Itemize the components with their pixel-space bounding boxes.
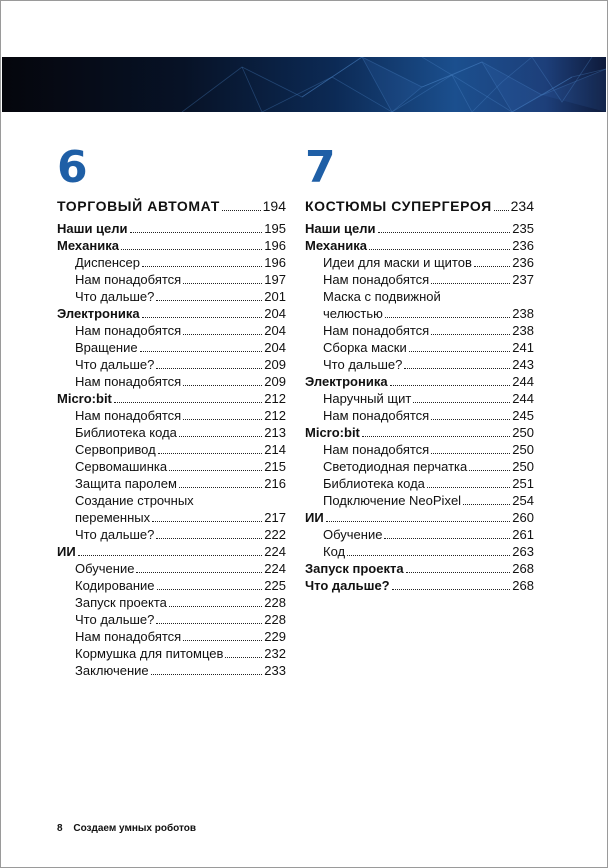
toc-entry-page: 215 [264, 459, 286, 474]
toc-entry-page: 214 [264, 442, 286, 457]
toc-entry-line [305, 560, 534, 577]
dot-leader [392, 589, 511, 590]
toc-section-entry[interactable] [305, 560, 534, 577]
toc-subsection-entry[interactable] [305, 475, 534, 492]
toc-entry-label: Micro:bit [57, 391, 112, 406]
toc-entry-page: 229 [264, 629, 286, 644]
toc-entry-label: ИИ [57, 544, 76, 559]
toc-entry-label: Обучение [323, 527, 383, 542]
toc-section-entry[interactable] [57, 305, 286, 322]
toc-entry-line [305, 196, 534, 216]
toc-entry-line [305, 577, 534, 594]
dot-leader [183, 385, 262, 386]
chapter-number-6: 6 [57, 142, 89, 193]
dot-leader [494, 210, 509, 211]
toc-entry-line [75, 254, 286, 271]
toc-entry-label: переменных [75, 510, 151, 525]
toc-entry-label: Наручный щит [323, 391, 412, 406]
toc-entry-label: Сервомашинка [75, 459, 168, 474]
toc-entry-label: Электроника [57, 306, 140, 321]
toc-subsection-entry[interactable] [305, 458, 534, 475]
dot-leader [169, 470, 262, 471]
toc-entry-label-line1: Создание строчных [75, 493, 194, 508]
toc-column-chapter-6 [57, 196, 286, 679]
toc-entry-line [323, 305, 534, 322]
toc-entry-line [323, 271, 534, 288]
toc-entry-label: Micro:bit [305, 425, 360, 440]
toc-subsection-entry[interactable] [57, 441, 286, 458]
dot-leader [183, 283, 262, 284]
dot-leader [156, 368, 262, 369]
dot-leader [369, 249, 510, 250]
toc-entry-label: Что дальше? [305, 578, 390, 593]
chapter-title-row[interactable] [57, 196, 286, 216]
toc-entry-page: 241 [512, 340, 534, 355]
toc-entry-page: 236 [512, 255, 534, 270]
footer-page-number: 8 [57, 823, 63, 834]
header-banner [2, 57, 606, 112]
toc-subsection-entry[interactable] [305, 288, 534, 322]
dot-leader [347, 555, 510, 556]
toc-entry-label: Библиотека кода [323, 476, 425, 491]
toc-section-entry[interactable] [305, 220, 534, 237]
toc-entry-line [75, 628, 286, 645]
toc-subsection-entry[interactable] [305, 254, 534, 271]
toc-entry-line [75, 441, 286, 458]
toc-entry-page: 213 [264, 425, 286, 440]
toc-entry-label: Светодиодная перчатка [323, 459, 468, 474]
toc-entry-page: 244 [512, 374, 534, 389]
toc-entry-label: КОСТЮМЫ СУПЕРГЕРОЯ [305, 198, 492, 214]
toc-entry-line [305, 237, 534, 254]
toc-subsection-entry[interactable] [305, 407, 534, 424]
toc-entry-label: Заключение [75, 663, 149, 678]
toc-entry-page: 194 [262, 198, 286, 214]
toc-entry-page: 250 [512, 459, 534, 474]
toc-subsection-entry[interactable] [57, 373, 286, 390]
toc-section-entry[interactable] [57, 220, 286, 237]
footer-book-title: Создаем умных роботов [73, 823, 197, 834]
toc-section-entry[interactable] [57, 237, 286, 254]
toc-subsection-entry[interactable] [57, 492, 286, 526]
toc-entry-line [323, 339, 534, 356]
toc-entry-page: 254 [512, 493, 534, 508]
toc-entry-line [57, 196, 286, 216]
toc-entry-line [75, 594, 286, 611]
toc-subsection-entry[interactable] [57, 288, 286, 305]
toc-entry-line [305, 424, 534, 441]
dot-leader [179, 436, 262, 437]
toc-subsection-entry[interactable] [305, 543, 534, 560]
toc-entry-label: Что дальше? [75, 612, 155, 627]
banner-polygon-pattern [2, 57, 606, 112]
dot-leader [431, 453, 510, 454]
toc-entry-label: Нам понадобятся [323, 323, 430, 338]
dot-leader [404, 368, 510, 369]
toc-entry-line [75, 424, 286, 441]
toc-subsection-entry[interactable] [57, 475, 286, 492]
toc-entry-line [323, 492, 534, 509]
toc-entry-label: Что дальше? [75, 289, 155, 304]
page-footer [57, 823, 196, 834]
toc-subsection-entry[interactable] [57, 458, 286, 475]
toc-entry-label: Диспенсер [75, 255, 140, 270]
toc-subsection-entry[interactable] [57, 424, 286, 441]
toc-entry-line [75, 526, 286, 543]
toc-entry-line [57, 220, 286, 237]
dot-leader [378, 232, 511, 233]
toc-entry-label: ИИ [305, 510, 324, 525]
toc-entry-page: 216 [264, 476, 286, 491]
toc-entry-page: 236 [512, 238, 534, 253]
toc-entry-line [75, 322, 286, 339]
dot-leader [151, 674, 263, 675]
toc-entry-label: Нам понадобятся [323, 408, 430, 423]
dot-leader [469, 470, 510, 471]
toc-subsection-entry[interactable] [57, 645, 286, 662]
toc-entry-page: 212 [264, 391, 286, 406]
toc-subsection-entry[interactable] [57, 339, 286, 356]
toc-entry-label: Что дальше? [75, 527, 155, 542]
toc-entry-page: 204 [264, 340, 286, 355]
toc-subsection-entry[interactable] [57, 254, 286, 271]
chapter-title-row[interactable] [305, 196, 534, 216]
toc-entry-line [305, 509, 534, 526]
toc-entry-page: 268 [512, 578, 534, 593]
toc-entry-label: Механика [57, 238, 119, 253]
toc-entry-line [75, 373, 286, 390]
toc-entry-line [75, 611, 286, 628]
toc-entry-page: 209 [264, 357, 286, 372]
dot-leader [142, 266, 262, 267]
dot-leader [431, 283, 510, 284]
toc-entry-label: Запуск проекта [305, 561, 404, 576]
dot-leader [114, 402, 262, 403]
toc-subsection-entry[interactable] [305, 356, 534, 373]
toc-entry-page: 268 [512, 561, 534, 576]
dot-leader [156, 538, 262, 539]
toc-entry-page: 250 [512, 425, 534, 440]
toc-entry-label: Защита паролем [75, 476, 177, 491]
toc-subsection-entry[interactable] [57, 407, 286, 424]
toc-subsection-entry[interactable] [57, 271, 286, 288]
toc-subsection-entry[interactable] [57, 594, 286, 611]
toc-entry-line [323, 543, 534, 560]
dot-leader [78, 555, 263, 556]
chapter-number-7: 7 [305, 142, 337, 193]
dot-leader [183, 419, 262, 420]
toc-subsection-entry[interactable] [305, 526, 534, 543]
toc-subsection-entry[interactable] [57, 662, 286, 679]
toc-entry-label: Вращение [75, 340, 138, 355]
dot-leader [413, 402, 510, 403]
toc-entry-page: 251 [512, 476, 534, 491]
dot-leader [431, 419, 510, 420]
toc-entry-label: Наши цели [57, 221, 128, 236]
toc-entry-page: 245 [512, 408, 534, 423]
toc-entry-page: 196 [264, 238, 286, 253]
toc-entry-line [323, 390, 534, 407]
toc-entry-line [75, 271, 286, 288]
toc-entry-line [323, 475, 534, 492]
dot-leader [406, 572, 511, 573]
toc-entry-label: Наши цели [305, 221, 376, 236]
toc-entry-label: Код [323, 544, 346, 559]
toc-entry-line [75, 458, 286, 475]
toc-entry-line [323, 526, 534, 543]
toc-entry-label: Механика [305, 238, 367, 253]
toc-entry-line [75, 288, 286, 305]
toc-section-entry[interactable] [57, 390, 286, 407]
toc-entry-line [75, 662, 286, 679]
toc-entry-label: ТОРГОВЫЙ АВТОМАТ [57, 198, 220, 214]
toc-entry-line [57, 390, 286, 407]
toc-section-entry[interactable] [305, 424, 534, 441]
toc-entry-page: 228 [264, 612, 286, 627]
toc-section-entry[interactable] [305, 509, 534, 526]
toc-entry-line [75, 509, 286, 526]
toc-entry-label: Электроника [305, 374, 388, 389]
toc-entry-label: Сборка маски [323, 340, 407, 355]
toc-entry-label: Что дальше? [75, 357, 155, 372]
toc-entry-label: Библиотека кода [75, 425, 177, 440]
toc-entry-page: 243 [512, 357, 534, 372]
dot-leader [152, 521, 262, 522]
toc-entry-label: Кормушка для питомцев [75, 646, 224, 661]
toc-subsection-entry[interactable] [305, 441, 534, 458]
dot-leader [158, 453, 263, 454]
toc-entry-page: 244 [512, 391, 534, 406]
toc-section-entry[interactable] [57, 543, 286, 560]
toc-entry-page: 250 [512, 442, 534, 457]
toc-subsection-entry[interactable] [305, 339, 534, 356]
toc-entry-line [323, 407, 534, 424]
dot-leader [142, 317, 263, 318]
toc-subsection-entry[interactable] [57, 322, 286, 339]
toc-subsection-entry[interactable] [57, 356, 286, 373]
toc-entry-page: 196 [264, 255, 286, 270]
dot-leader [463, 504, 510, 505]
toc-entry-label: Нам понадобятся [323, 442, 430, 457]
toc-entry-page: 235 [512, 221, 534, 236]
dot-leader [431, 334, 510, 335]
toc-section-entry[interactable] [305, 577, 534, 594]
dot-leader [136, 572, 262, 573]
toc-entry-page: 197 [264, 272, 286, 287]
toc-entry-page: 204 [264, 323, 286, 338]
toc-entry-line [75, 339, 286, 356]
toc-entry-label-line1: Маска с подвижной [323, 289, 441, 304]
toc-entry-line [57, 543, 286, 560]
toc-section-entry[interactable] [305, 373, 534, 390]
dot-leader [362, 436, 510, 437]
toc-subsection-entry[interactable] [57, 611, 286, 628]
toc-entry-page: 237 [512, 272, 534, 287]
toc-entry-line [323, 441, 534, 458]
toc-entry-line [305, 373, 534, 390]
toc-subsection-entry[interactable] [305, 322, 534, 339]
toc-entry-label: Сервопривод [75, 442, 156, 457]
dot-leader [222, 210, 261, 211]
toc-entry-page: 217 [264, 510, 286, 525]
toc-entry-label: Идеи для маски и щитов [323, 255, 472, 270]
toc-section-entry[interactable] [305, 237, 534, 254]
toc-entry-label: Что дальше? [323, 357, 403, 372]
dot-leader [130, 232, 263, 233]
toc-entry-page: 238 [512, 306, 534, 321]
toc-entry-label: челюстью [323, 306, 383, 321]
toc-subsection-entry[interactable] [57, 526, 286, 543]
toc-entry-line [323, 356, 534, 373]
dot-leader [169, 606, 262, 607]
dot-leader [326, 521, 511, 522]
toc-subsection-entry[interactable] [305, 271, 534, 288]
toc-entry-line [75, 645, 286, 662]
dot-leader [156, 300, 262, 301]
toc-entry-page: 201 [264, 289, 286, 304]
toc-entry-page: 233 [264, 663, 286, 678]
dot-leader [427, 487, 510, 488]
toc-entry-line [75, 560, 286, 577]
toc-entry-page: 224 [264, 561, 286, 576]
toc-entry-line [323, 254, 534, 271]
toc-entry-line [323, 322, 534, 339]
dot-leader [157, 589, 263, 590]
dot-leader [390, 385, 511, 386]
toc-entry-line [57, 237, 286, 254]
toc-subsection-entry[interactable] [57, 577, 286, 594]
toc-entry-page: 224 [264, 544, 286, 559]
toc-entry-page: 212 [264, 408, 286, 423]
toc-entry-label: Запуск проекта [75, 595, 167, 610]
toc-entry-line [75, 356, 286, 373]
toc-subsection-entry[interactable] [57, 628, 286, 645]
toc-entry-label: Кодирование [75, 578, 155, 593]
toc-entry-page: 195 [264, 221, 286, 236]
dot-leader [474, 266, 510, 267]
toc-entry-label: Нам понадобятся [75, 374, 182, 389]
toc-entry-label: Обучение [75, 561, 135, 576]
toc-entry-label: Нам понадобятся [75, 323, 182, 338]
toc-entry-page: 260 [512, 510, 534, 525]
dot-leader [179, 487, 262, 488]
toc-entry-line [323, 458, 534, 475]
dot-leader [156, 623, 262, 624]
toc-entry-page: 234 [510, 198, 534, 214]
toc-entry-line [75, 475, 286, 492]
toc-entry-label: Нам понадобятся [75, 272, 182, 287]
dot-leader [409, 351, 511, 352]
toc-subsection-entry[interactable] [305, 390, 534, 407]
toc-entry-page: 263 [512, 544, 534, 559]
toc-entry-page: 232 [264, 646, 286, 661]
toc-entry-label: Подключение NeoPixel [323, 493, 462, 508]
toc-entry-page: 261 [512, 527, 534, 542]
toc-entry-page: 228 [264, 595, 286, 610]
toc-column-chapter-7 [305, 196, 534, 594]
dot-leader [121, 249, 262, 250]
dot-leader [225, 657, 262, 658]
toc-entry-page: 209 [264, 374, 286, 389]
dot-leader [183, 334, 262, 335]
toc-entry-page: 225 [264, 578, 286, 593]
toc-entry-line [75, 407, 286, 424]
dot-leader [140, 351, 263, 352]
toc-entry-line [57, 305, 286, 322]
toc-entry-page: 204 [264, 306, 286, 321]
toc-entry-page: 222 [264, 527, 286, 542]
toc-entry-line [305, 220, 534, 237]
toc-entry-label: Нам понадобятся [323, 272, 430, 287]
toc-entry-page: 238 [512, 323, 534, 338]
toc-entry-line [75, 577, 286, 594]
toc-subsection-entry[interactable] [57, 560, 286, 577]
dot-leader [183, 640, 262, 641]
toc-entry-label: Нам понадобятся [75, 408, 182, 423]
dot-leader [384, 538, 510, 539]
toc-subsection-entry[interactable] [305, 492, 534, 509]
toc-entry-label: Нам понадобятся [75, 629, 182, 644]
dot-leader [385, 317, 510, 318]
